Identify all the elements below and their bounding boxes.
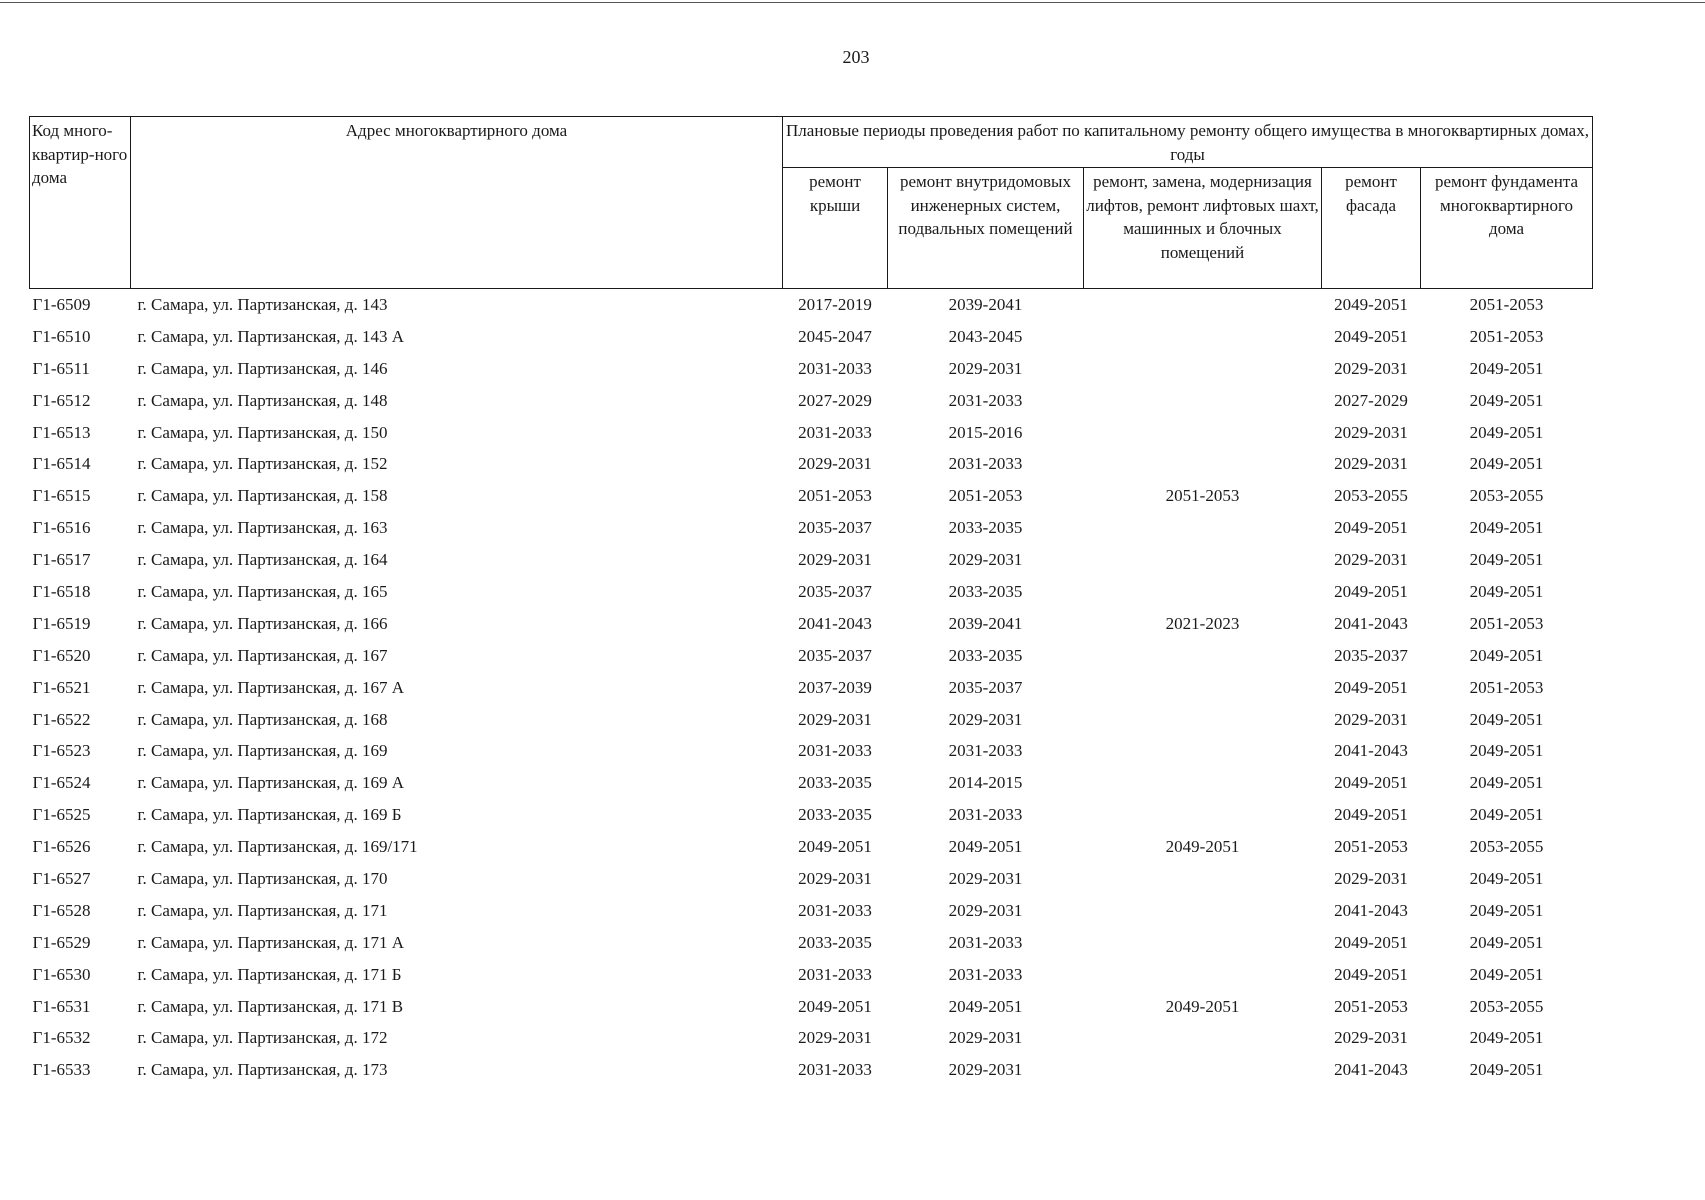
header-roof: ремонт крыши	[783, 168, 888, 289]
cell-code: Г1-6512	[32, 390, 91, 410]
cell-facade: 2049-2051	[1334, 805, 1408, 825]
cell-elevators	[1084, 672, 1322, 704]
cell-elevators	[1084, 1022, 1322, 1054]
cell-systems: 2029-2031	[948, 709, 1023, 729]
cell-systems: 2029-2031	[948, 358, 1023, 378]
cell-code: Г1-6530	[32, 964, 91, 984]
cell-foundation: 2049-2051	[1469, 454, 1544, 474]
cell-elevators: 2021-2023	[1165, 613, 1240, 633]
cell-address: г. Самара, ул. Партизанская, д. 152	[137, 454, 388, 474]
cell-systems: 2029-2031	[948, 900, 1023, 920]
cell-systems: 2033-2035	[948, 645, 1023, 665]
page-number: 203	[842, 47, 870, 67]
cell-systems: 2031-2033	[948, 741, 1023, 761]
cell-facade: 2049-2051	[1334, 773, 1408, 793]
cell-foundation: 2049-2051	[1469, 358, 1544, 378]
cell-foundation: 2049-2051	[1469, 550, 1544, 570]
cell-code: Г1-6528	[32, 900, 91, 920]
cell-address: г. Самара, ул. Партизанская, д. 167	[137, 645, 388, 665]
cell-address: г. Самара, ул. Партизанская, д. 169	[137, 741, 388, 761]
cell-foundation: 2049-2051	[1469, 868, 1544, 888]
cell-foundation: 2053-2055	[1469, 996, 1544, 1016]
cell-systems: 2031-2033	[948, 964, 1023, 984]
cell-elevators	[1084, 353, 1322, 385]
cell-systems: 2029-2031	[948, 1060, 1023, 1080]
cell-facade: 2029-2031	[1334, 422, 1408, 442]
cell-foundation: 2051-2053	[1469, 294, 1544, 314]
cell-address: г. Самара, ул. Партизанская, д. 170	[137, 868, 388, 888]
cell-address: г. Самара, ул. Партизанская, д. 166	[137, 613, 388, 633]
table-row	[30, 767, 1593, 799]
cell-foundation: 2049-2051	[1469, 964, 1544, 984]
table-row	[30, 927, 1593, 959]
cell-roof: 2031-2033	[798, 1060, 872, 1080]
cell-code: Г1-6518	[32, 581, 91, 601]
cell-facade: 2041-2043	[1334, 1060, 1408, 1080]
cell-roof: 2017-2019	[798, 294, 872, 314]
table-row	[30, 863, 1593, 895]
header-periods: Плановые периоды проведения работ по капитальному ремонту общего имущества в многоквартирных домах, годы	[783, 117, 1593, 168]
cell-facade: 2029-2031	[1334, 1028, 1408, 1048]
cell-facade: 2029-2031	[1334, 454, 1408, 474]
header-systems: ремонт внутридомовых инженерных систем, подвальных помещений	[888, 168, 1084, 289]
cell-address: г. Самара, ул. Партизанская, д. 164	[137, 550, 388, 570]
cell-code: Г1-6511	[32, 358, 90, 378]
cell-roof: 2031-2033	[798, 422, 872, 442]
header-address: Адрес многоквартирного дома	[131, 117, 783, 289]
cell-systems: 2039-2041	[948, 613, 1023, 633]
cell-address: г. Самара, ул. Партизанская, д. 173	[137, 1060, 388, 1080]
cell-systems: 2029-2031	[948, 550, 1023, 570]
table-row	[30, 544, 1593, 576]
table-row	[30, 640, 1593, 672]
cell-facade: 2029-2031	[1334, 709, 1408, 729]
cell-code: Г1-6521	[32, 677, 91, 697]
table-row	[30, 672, 1593, 704]
cell-facade: 2041-2043	[1334, 741, 1408, 761]
cell-foundation: 2049-2051	[1469, 645, 1544, 665]
cell-elevators	[1084, 799, 1322, 831]
cell-roof: 2029-2031	[798, 868, 872, 888]
cell-facade: 2029-2031	[1334, 868, 1408, 888]
cell-elevators	[1084, 640, 1322, 672]
cell-address: г. Самара, ул. Партизанская, д. 169 Б	[137, 805, 402, 825]
cell-code: Г1-6532	[32, 1028, 91, 1048]
cell-roof: 2035-2037	[798, 645, 872, 665]
cell-elevators	[1084, 927, 1322, 959]
table-row	[30, 735, 1593, 767]
cell-elevators	[1084, 959, 1322, 991]
cell-systems: 2031-2033	[948, 390, 1023, 410]
cell-code: Г1-6510	[32, 326, 91, 346]
cell-address: г. Самара, ул. Партизанская, д. 165	[137, 581, 388, 601]
cell-elevators	[1084, 289, 1322, 321]
cell-roof: 2035-2037	[798, 581, 872, 601]
cell-foundation: 2049-2051	[1469, 709, 1544, 729]
cell-roof: 2029-2031	[798, 550, 872, 570]
cell-address: г. Самара, ул. Партизанская, д. 146	[137, 358, 388, 378]
cell-foundation: 2049-2051	[1469, 773, 1544, 793]
cell-facade: 2029-2031	[1334, 550, 1408, 570]
cell-address: г. Самара, ул. Партизанская, д. 171	[137, 900, 388, 920]
cell-elevators	[1084, 735, 1322, 767]
cell-systems: 2015-2016	[948, 422, 1023, 442]
cell-code: Г1-6517	[32, 550, 91, 570]
cell-foundation: 2049-2051	[1469, 581, 1544, 601]
cell-address: г. Самара, ул. Партизанская, д. 168	[137, 709, 388, 729]
cell-systems: 2049-2051	[948, 837, 1023, 857]
table-body	[30, 289, 1593, 1087]
cell-facade: 2049-2051	[1334, 964, 1408, 984]
cell-address: г. Самара, ул. Партизанская, д. 148	[137, 390, 388, 410]
header-facade: ремонт фасада	[1322, 168, 1421, 289]
cell-code: Г1-6523	[32, 741, 91, 761]
cell-foundation: 2049-2051	[1469, 390, 1544, 410]
cell-systems: 2039-2041	[948, 294, 1023, 314]
cell-roof: 2031-2033	[798, 358, 872, 378]
cell-systems: 2014-2015	[948, 773, 1023, 793]
cell-address: г. Самара, ул. Партизанская, д. 167 А	[137, 677, 404, 697]
table-row	[30, 704, 1593, 736]
cell-roof: 2049-2051	[798, 996, 872, 1016]
cell-foundation: 2049-2051	[1469, 422, 1544, 442]
cell-elevators: 2049-2051	[1165, 837, 1240, 857]
cell-facade: 2049-2051	[1334, 677, 1408, 697]
table-row	[30, 353, 1593, 385]
cell-code: Г1-6519	[32, 613, 91, 633]
cell-facade: 2035-2037	[1334, 645, 1408, 665]
cell-roof: 2027-2029	[798, 390, 872, 410]
cell-elevators: 2049-2051	[1165, 996, 1240, 1016]
cell-code: Г1-6527	[32, 868, 91, 888]
cell-code: Г1-6526	[32, 837, 91, 857]
table-row	[30, 385, 1593, 417]
cell-code: Г1-6531	[32, 996, 91, 1016]
cell-code: Г1-6525	[32, 805, 91, 825]
cell-roof: 2035-2037	[798, 518, 872, 538]
cell-systems: 2035-2037	[948, 677, 1023, 697]
cell-code: Г1-6515	[32, 486, 91, 506]
cell-foundation: 2049-2051	[1469, 741, 1544, 761]
cell-systems: 2031-2033	[948, 805, 1023, 825]
cell-address: г. Самара, ул. Партизанская, д. 169/171	[137, 837, 418, 857]
cell-address: г. Самара, ул. Партизанская, д. 158	[137, 486, 388, 506]
cell-elevators	[1084, 1054, 1322, 1086]
cell-code: Г1-6529	[32, 932, 91, 952]
cell-foundation: 2053-2055	[1469, 486, 1544, 506]
table-row	[30, 512, 1593, 544]
cell-code: Г1-6513	[32, 422, 91, 442]
cell-elevators	[1084, 385, 1322, 417]
cell-systems: 2031-2033	[948, 932, 1023, 952]
cell-systems: 2033-2035	[948, 581, 1023, 601]
cell-roof: 2031-2033	[798, 964, 872, 984]
cell-roof: 2051-2053	[798, 486, 872, 506]
cell-systems: 2043-2045	[948, 326, 1023, 346]
header-code: Код много-квартир-ного дома	[30, 117, 131, 289]
cell-foundation: 2053-2055	[1469, 837, 1544, 857]
top-rule	[0, 2, 1705, 3]
cell-systems: 2029-2031	[948, 868, 1023, 888]
cell-foundation: 2049-2051	[1469, 518, 1544, 538]
cell-code: Г1-6509	[32, 294, 91, 314]
cell-foundation: 2049-2051	[1469, 1028, 1544, 1048]
header-foundation: ремонт фундамента многоквартирного дома	[1421, 168, 1593, 289]
table-row	[30, 1022, 1593, 1054]
table-row	[30, 895, 1593, 927]
cell-facade: 2049-2051	[1334, 932, 1408, 952]
table-row	[30, 959, 1593, 991]
cell-roof: 2037-2039	[798, 677, 872, 697]
table-row	[30, 576, 1593, 608]
cell-address: г. Самара, ул. Партизанская, д. 163	[137, 518, 388, 538]
cell-foundation: 2049-2051	[1469, 1060, 1544, 1080]
cell-roof: 2033-2035	[798, 932, 872, 952]
cell-facade: 2049-2051	[1334, 294, 1408, 314]
cell-address: г. Самара, ул. Партизанская, д. 172	[137, 1028, 388, 1048]
header-elevators: ремонт, замена, модернизация лифтов, ремонт лифтовых шахт, машинных и блочных помещений	[1084, 168, 1322, 289]
cell-facade: 2041-2043	[1334, 613, 1408, 633]
cell-address: г. Самара, ул. Партизанская, д. 171 Б	[137, 964, 402, 984]
cell-facade: 2051-2053	[1334, 837, 1408, 857]
cell-foundation: 2049-2051	[1469, 932, 1544, 952]
table-row	[30, 1054, 1593, 1086]
cell-facade: 2041-2043	[1334, 900, 1408, 920]
table-row	[30, 321, 1593, 353]
cell-code: Г1-6524	[32, 773, 91, 793]
cell-roof: 2031-2033	[798, 741, 872, 761]
cell-facade: 2029-2031	[1334, 358, 1408, 378]
cell-elevators	[1084, 576, 1322, 608]
cell-elevators	[1084, 863, 1322, 895]
cell-roof: 2029-2031	[798, 1028, 872, 1048]
cell-roof: 2029-2031	[798, 454, 872, 474]
cell-roof: 2045-2047	[798, 326, 872, 346]
cell-systems: 2033-2035	[948, 518, 1023, 538]
cell-systems: 2029-2031	[948, 1028, 1023, 1048]
cell-roof: 2033-2035	[798, 773, 872, 793]
cell-systems: 2031-2033	[948, 454, 1023, 474]
cell-facade: 2049-2051	[1334, 518, 1408, 538]
cell-facade: 2051-2053	[1334, 996, 1408, 1016]
cell-address: г. Самара, ул. Партизанская, д. 143 А	[137, 326, 404, 346]
cell-elevators	[1084, 767, 1322, 799]
cell-elevators	[1084, 448, 1322, 480]
cell-roof: 2033-2035	[798, 805, 872, 825]
table-row	[30, 799, 1593, 831]
cell-address: г. Самара, ул. Партизанская, д. 171 А	[137, 932, 404, 952]
capital-repair-table	[29, 116, 1593, 1086]
cell-roof: 2049-2051	[798, 837, 872, 857]
cell-roof: 2029-2031	[798, 709, 872, 729]
cell-elevators	[1084, 417, 1322, 449]
cell-code: Г1-6520	[32, 645, 91, 665]
cell-foundation: 2051-2053	[1469, 613, 1544, 633]
table-row	[30, 417, 1593, 449]
cell-facade: 2027-2029	[1334, 390, 1408, 410]
cell-address: г. Самара, ул. Партизанская, д. 171 В	[137, 996, 404, 1016]
cell-elevators	[1084, 544, 1322, 576]
cell-facade: 2049-2051	[1334, 581, 1408, 601]
table-row	[30, 448, 1593, 480]
cell-facade: 2053-2055	[1334, 486, 1408, 506]
table-row	[30, 289, 1593, 321]
cell-address: г. Самара, ул. Партизанская, д. 150	[137, 422, 388, 442]
cell-address: г. Самара, ул. Партизанская, д. 143	[137, 294, 388, 314]
cell-code: Г1-6522	[32, 709, 91, 729]
cell-code: Г1-6514	[32, 454, 91, 474]
cell-elevators	[1084, 895, 1322, 927]
cell-foundation: 2051-2053	[1469, 677, 1544, 697]
cell-systems: 2049-2051	[948, 996, 1023, 1016]
cell-elevators	[1084, 512, 1322, 544]
cell-code: Г1-6516	[32, 518, 91, 538]
cell-roof: 2031-2033	[798, 900, 872, 920]
table-row	[30, 480, 1593, 512]
cell-foundation: 2051-2053	[1469, 326, 1544, 346]
cell-foundation: 2049-2051	[1469, 805, 1544, 825]
cell-facade: 2049-2051	[1334, 326, 1408, 346]
cell-address: г. Самара, ул. Партизанская, д. 169 А	[137, 773, 404, 793]
table-row	[30, 608, 1593, 640]
cell-roof: 2041-2043	[798, 613, 872, 633]
cell-elevators	[1084, 704, 1322, 736]
cell-code: Г1-6533	[32, 1060, 91, 1080]
cell-systems: 2051-2053	[948, 486, 1023, 506]
cell-elevators: 2051-2053	[1165, 486, 1240, 506]
table-row	[30, 831, 1593, 863]
table-row	[30, 991, 1593, 1023]
cell-elevators	[1084, 321, 1322, 353]
cell-foundation: 2049-2051	[1469, 900, 1544, 920]
